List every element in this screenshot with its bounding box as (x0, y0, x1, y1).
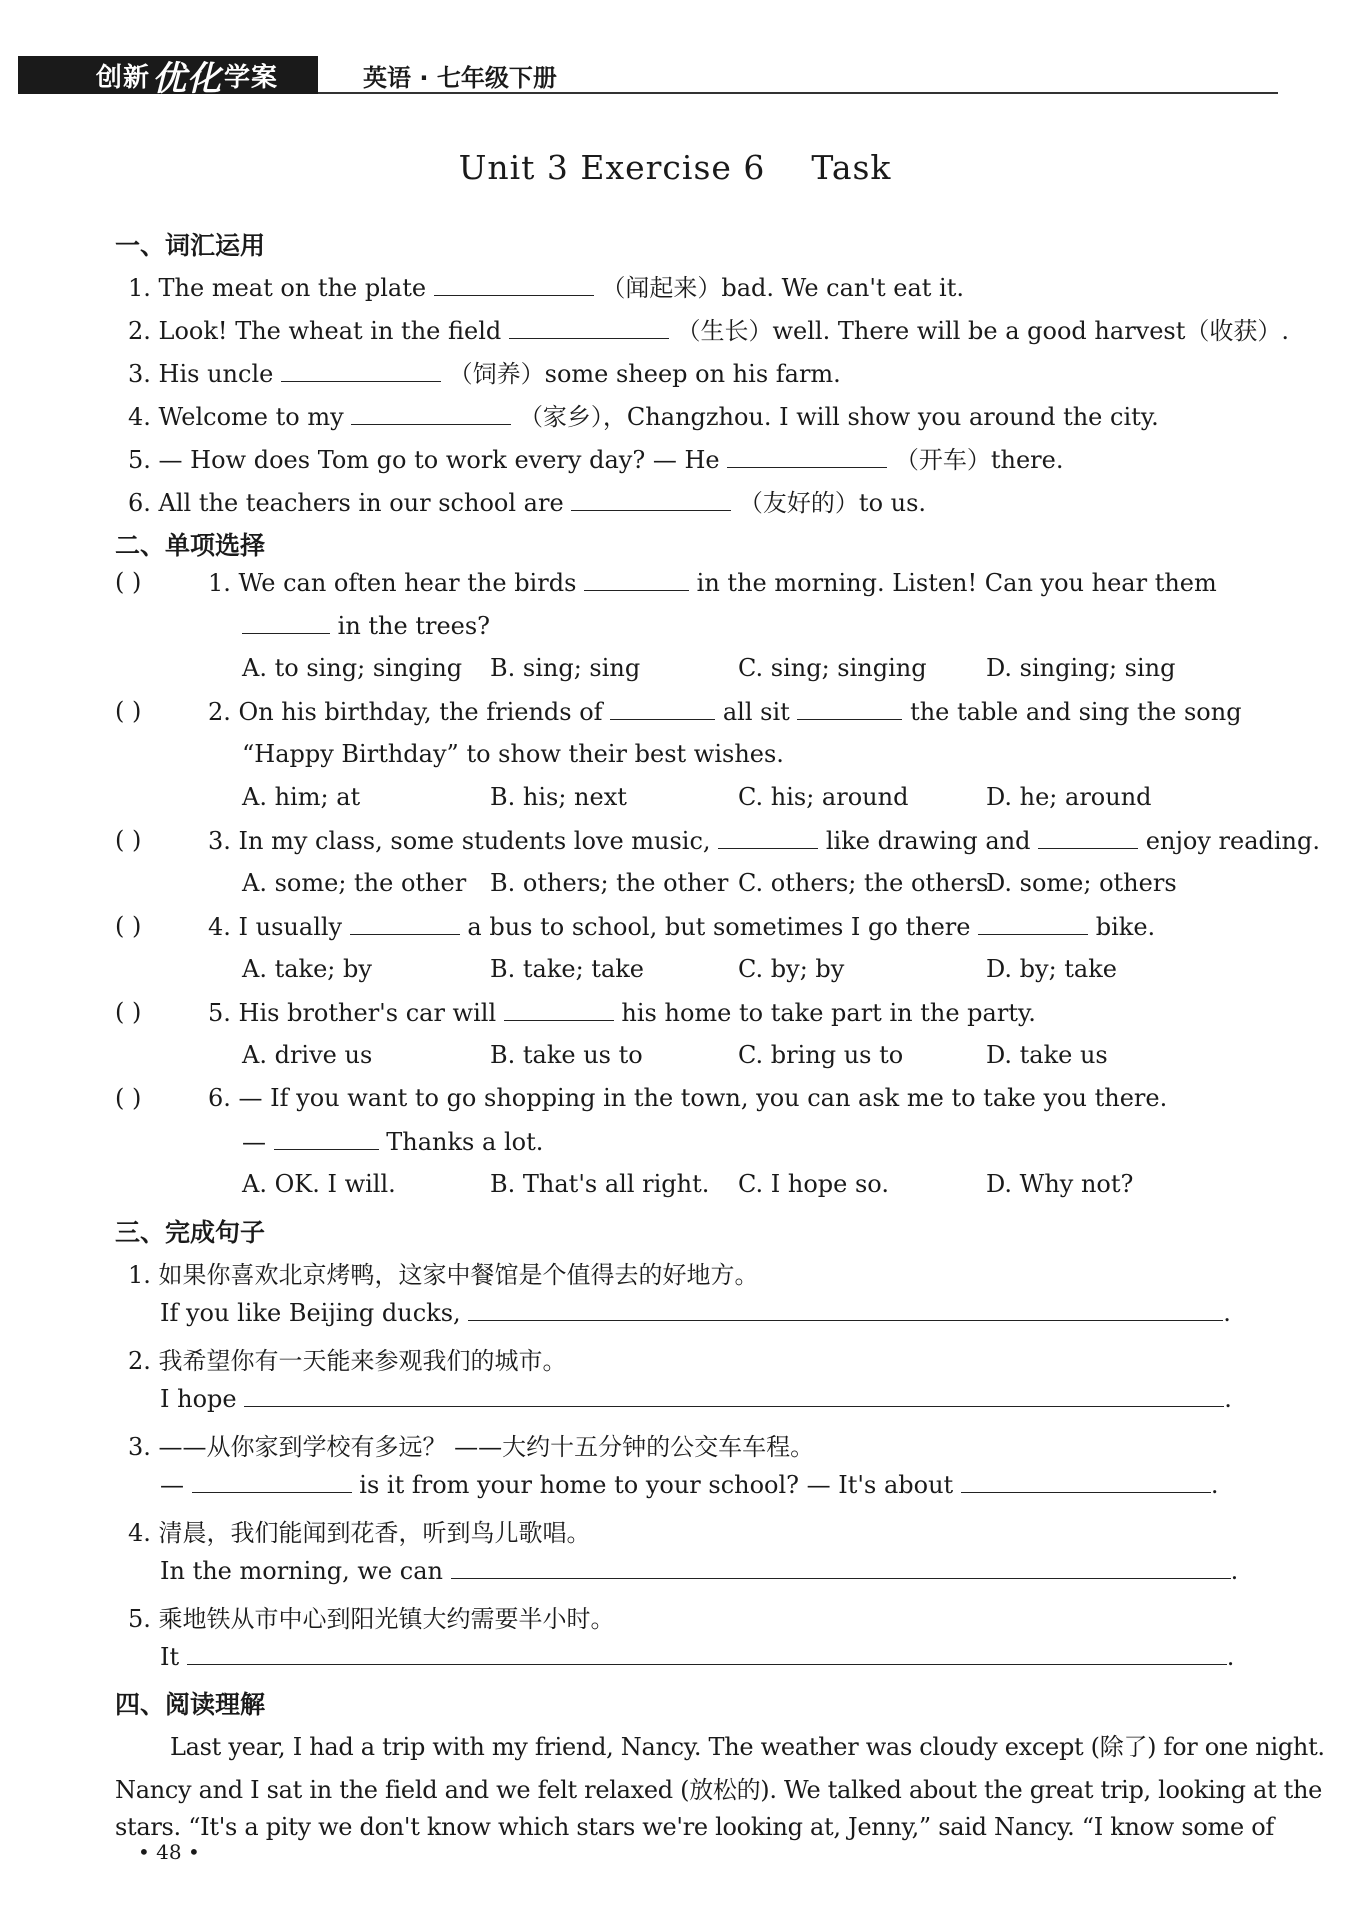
answer-paren-5[interactable]: ( ) (115, 998, 142, 1026)
brand-text-c: 学案 (224, 62, 279, 93)
q5-option-b[interactable]: B. take us to (490, 1041, 643, 1069)
sentence-1-english: If you like Beijing ducks, . (160, 1299, 1231, 1327)
question-1-line-2: in the trees? (242, 611, 490, 640)
sentence-4-chinese: 4. 清晨，我们能闻到花香，听到鸟儿歌唱。 (128, 1519, 591, 1547)
header-rule (318, 92, 1278, 94)
brand-text-b: 优化 (152, 58, 223, 99)
question-6-line-1: 6. — If you want to go shopping in the town, you can ask me to take you there. (208, 1084, 1168, 1112)
answer-blank[interactable] (961, 1470, 1211, 1493)
page-number: • 48 • (138, 1840, 200, 1864)
answer-blank[interactable] (718, 826, 818, 849)
answer-paren-4[interactable]: ( ) (115, 912, 142, 940)
answer-paren-2[interactable]: ( ) (115, 697, 142, 725)
q5-option-c[interactable]: C. bring us to (738, 1041, 904, 1069)
answer-blank[interactable] (350, 912, 460, 935)
sentence-2-english: I hope . (160, 1385, 1232, 1413)
q4-option-d[interactable]: D. by; take (986, 955, 1117, 983)
vocab-item-4: 4. Welcome to my （家乡），Changzhou. I will show you around the city. (128, 403, 1159, 431)
answer-blank[interactable] (242, 611, 330, 634)
answer-line[interactable] (468, 1298, 1223, 1321)
reading-line-2: Nancy and I sat in the field and we felt relaxed (放松的). We talked about the great trip, looking at the (115, 1776, 1323, 1804)
answer-blank[interactable] (1038, 826, 1138, 849)
q6-option-a[interactable]: A. OK. I will. (242, 1170, 396, 1198)
question-6-line-2: — Thanks a lot. (242, 1128, 544, 1156)
page-header (18, 56, 1278, 99)
vocab-item-6: 6. All the teachers in our school are （友好的）to us. (128, 489, 927, 517)
page-title: Unit 3 Exercise 6 Task (458, 148, 892, 187)
vocab-item-3: 3. His uncle （饲养）some sheep on his farm. (128, 360, 841, 388)
question-2-line-1: 2. On his birthday, the friends of all sit the table and sing the song (208, 698, 1242, 726)
brand-logo (18, 56, 318, 99)
answer-blank[interactable] (610, 697, 715, 720)
q3-option-c[interactable]: C. others; the others (738, 869, 989, 897)
question-3-line-1: 3. In my class, some students love music, like drawing and enjoy reading. (208, 827, 1321, 855)
section-3-heading: 三、完成句子 (115, 1218, 266, 1247)
answer-paren-1[interactable]: ( ) (115, 568, 142, 596)
answer-blank[interactable] (274, 1127, 379, 1150)
reading-line-1: Last year, I had a trip with my friend, Nancy. The weather was cloudy except (除了) for one night. (170, 1733, 1325, 1761)
answer-blank[interactable] (727, 445, 887, 468)
brand-text-a: 创新 (96, 62, 151, 93)
sentence-5-chinese: 5. 乘地铁从市中心到阳光镇大约需要半小时。 (128, 1605, 615, 1633)
book-title: 英语 · 七年级下册 (363, 64, 557, 92)
q5-option-d[interactable]: D. take us (986, 1041, 1108, 1069)
q2-option-c[interactable]: C. his; around (738, 783, 909, 811)
answer-blank[interactable] (978, 912, 1088, 935)
vocab-item-5: 5. — How does Tom go to work every day? — He （开车）there. (128, 446, 1064, 474)
question-5-line-1: 5. His brother's car will his home to take part in the party. (208, 999, 1036, 1027)
sentence-3-english: — is it from your home to your school? — It's about . (160, 1471, 1219, 1499)
q2-option-b[interactable]: B. his; next (490, 783, 627, 811)
section-4-heading: 四、阅读理解 (115, 1690, 266, 1719)
sentence-1-chinese: 1. 如果你喜欢北京烤鸭，这家中餐馆是个值得去的好地方。 (128, 1261, 759, 1289)
answer-blank[interactable] (434, 273, 594, 296)
q4-option-a[interactable]: A. take; by (242, 955, 372, 983)
answer-blank[interactable] (584, 568, 689, 591)
q3-option-b[interactable]: B. others; the other (490, 869, 729, 897)
q6-option-c[interactable]: C. I hope so. (738, 1170, 889, 1198)
vocab-item-2: 2. Look! The wheat in the field （生长）well. There will be a good harvest（收获）. (128, 317, 1290, 345)
q6-option-d[interactable]: D. Why not? (986, 1170, 1134, 1198)
q2-option-a[interactable]: A. him; at (242, 783, 361, 811)
answer-blank[interactable] (509, 316, 669, 339)
q5-option-a[interactable]: A. drive us (242, 1041, 373, 1069)
answer-blank[interactable] (571, 488, 731, 511)
answer-blank[interactable] (192, 1470, 352, 1493)
answer-line[interactable] (451, 1556, 1231, 1579)
answer-line[interactable] (244, 1384, 1224, 1407)
question-1-line-1: 1. We can often hear the birds in the morning. Listen! Can you hear them (208, 569, 1217, 597)
sentence-4-english: In the morning, we can . (160, 1557, 1239, 1585)
answer-blank[interactable] (281, 359, 441, 382)
q3-option-d[interactable]: D. some; others (986, 869, 1177, 897)
q1-option-c[interactable]: C. sing; singing (738, 654, 927, 682)
answer-blank[interactable] (351, 402, 511, 425)
vocab-item-1: 1. The meat on the plate （闻起来）bad. We can't eat it. (128, 274, 964, 302)
q1-option-d[interactable]: D. singing; sing (986, 654, 1176, 682)
section-2-heading: 二、单项选择 (115, 531, 266, 560)
answer-blank[interactable] (504, 998, 614, 1021)
q1-option-a[interactable]: A. to sing; singing (242, 654, 463, 682)
reading-line-3: stars. “It's a pity we don't know which stars we're looking at, Jenny,” said Nancy. “I know some of (115, 1813, 1274, 1841)
section-1-heading: 一、词汇运用 (115, 231, 266, 260)
answer-paren-3[interactable]: ( ) (115, 826, 142, 854)
q6-option-b[interactable]: B. That's all right. (490, 1170, 710, 1198)
sentence-3-chinese: 3. ——从你家到学校有多远？ ——大约十五分钟的公交车车程。 (128, 1433, 815, 1461)
question-2-line-2: “Happy Birthday” to show their best wishes. (242, 740, 784, 768)
sentence-5-english: It . (160, 1643, 1235, 1671)
q4-option-c[interactable]: C. by; by (738, 955, 845, 983)
answer-line[interactable] (187, 1642, 1227, 1665)
q4-option-b[interactable]: B. take; take (490, 955, 645, 983)
q3-option-a[interactable]: A. some; the other (242, 869, 467, 897)
question-4-line-1: 4. I usually a bus to school, but sometimes I go there bike. (208, 913, 1156, 941)
answer-blank[interactable] (797, 697, 902, 720)
answer-paren-6[interactable]: ( ) (115, 1084, 142, 1112)
q1-option-b[interactable]: B. sing; sing (490, 654, 641, 682)
q2-option-d[interactable]: D. he; around (986, 783, 1152, 811)
sentence-2-chinese: 2. 我希望你有一天能来参观我们的城市。 (128, 1347, 567, 1375)
